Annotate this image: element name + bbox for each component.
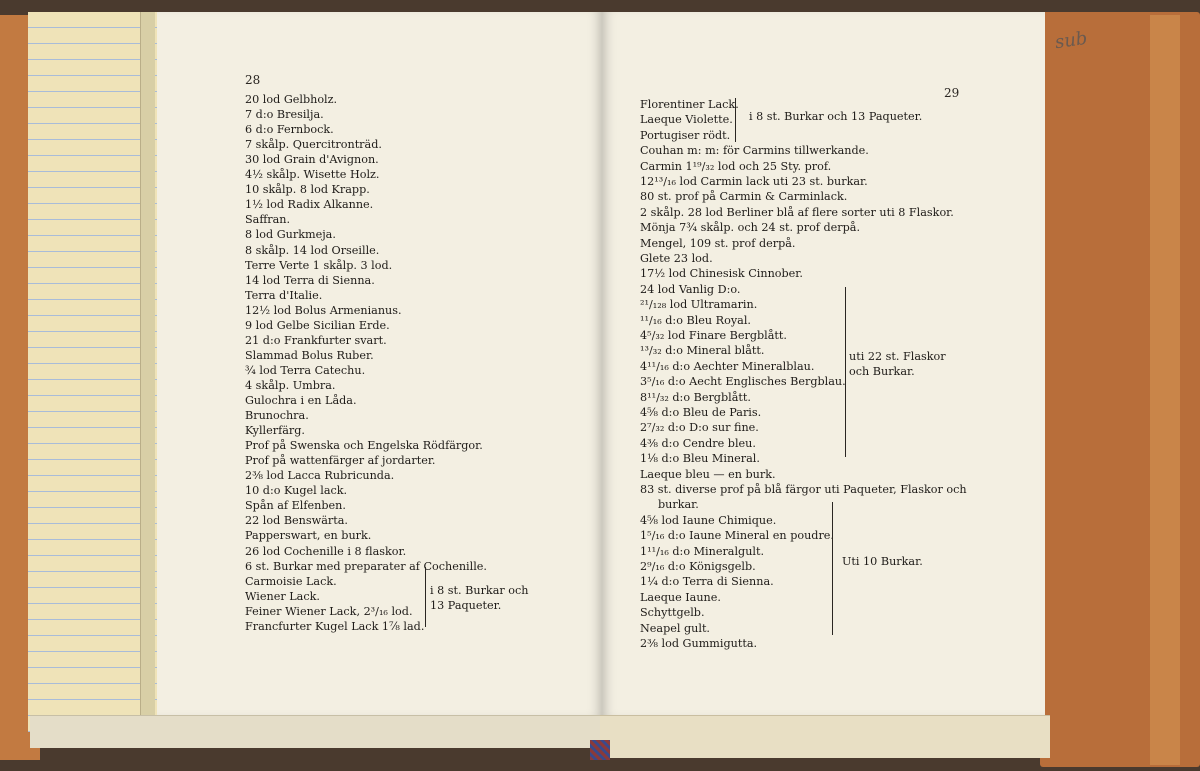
text-line: Mengel, 109 st. prof derpå.: [640, 236, 796, 250]
left-page: [157, 12, 602, 715]
text-line: 8¹¹/₃₂ d:o Bergblått.: [640, 390, 751, 404]
text-line: Neapel gult.: [640, 621, 710, 635]
text-line: 20 lod Gelbholz.: [245, 93, 338, 106]
text-line: 4⅜ d:o Cendre bleu.: [640, 436, 756, 450]
bracket-note: och Burkar.: [849, 365, 915, 378]
bracket-note: i 8 st. Burkar och: [430, 584, 529, 597]
text-line: 2⁹/₁₆ d:o Königsgelb.: [640, 560, 756, 573]
bracket: [735, 98, 736, 142]
text-line: 7 d:o Bresilja.: [245, 108, 324, 122]
text-line: 1¹¹/₁₆ d:o Mineralgult.: [640, 544, 765, 558]
text-line: 22 lod Benswärta.: [245, 514, 348, 528]
text-line: 6 st. Burkar med preparater af Cochenille.: [245, 559, 487, 573]
text-line: 4⅝ lod Iaune Chimique.: [640, 513, 777, 527]
bracket: [425, 567, 426, 627]
text-line: Mönja 7¾ skålp. och 24 st. prof derpå.: [640, 221, 861, 235]
text-line: Couhan m: m: för Carmins tillwerkande.: [640, 144, 869, 158]
text-line: Gulochra i en Låda.: [245, 394, 357, 407]
text-line: Kyllerfärg.: [245, 424, 305, 438]
text-line: Carmoisie Lack.: [245, 574, 337, 588]
text-line: 17½ lod Chinesisk Cinnober.: [640, 267, 803, 281]
text-line: 6 d:o Fernbock.: [245, 123, 334, 137]
text-line: 7 skålp. Quercitronträd.: [245, 138, 382, 152]
text-line: 26 lod Cochenille i 8 flaskor.: [245, 544, 407, 558]
text-line: Laeque Iaune.: [640, 590, 721, 604]
text-line: 83 st. diverse prof på blå färgor uti Paqueter, Flaskor och: [640, 483, 967, 496]
bracket-note: i 8 st. Burkar och 13 Paqueter.: [749, 110, 923, 123]
text-line: 1¼ d:o Terra di Sienna.: [640, 575, 774, 589]
text-line: Prof på Swenska och Engelska Rödfärgor.: [245, 439, 483, 453]
text-line: Francfurter Kugel Lack 1⅞ lad.: [245, 619, 425, 633]
text-line: 2⁷/₃₂ d:o D:o sur fine.: [640, 421, 759, 435]
text-line: ¾ lod Terra Catechu.: [245, 363, 366, 377]
text-line: 1½ lod Radix Alkanne.: [245, 198, 374, 212]
bracket-note: uti 22 st. Flaskor: [849, 350, 946, 363]
text-line: ¹¹/₁₆ d:o Bleu Royal.: [640, 313, 751, 327]
text-line: Carmin 1¹⁹/₃₂ lod och 25 Sty. prof.: [640, 159, 832, 173]
text-line: Wiener Lack.: [245, 589, 320, 603]
text-line: Prof på wattenfärger af jordarter.: [245, 454, 436, 468]
text-line: 8 lod Gurkmeja.: [245, 228, 336, 242]
ledger-page-edge: [140, 12, 155, 732]
text-line: 12¹³/₁₆ lod Carmin lack uti 23 st. burkar.: [640, 175, 868, 188]
text-line: burkar.: [658, 498, 699, 512]
page-number: 28: [245, 73, 261, 87]
text-line: Slammad Bolus Ruber.: [245, 348, 374, 362]
text-line: Florentiner Lack.: [640, 98, 739, 111]
text-line: Brunochra.: [245, 409, 309, 423]
text-line: 14 lod Terra di Sienna.: [245, 273, 375, 287]
page-number: 29: [944, 86, 960, 100]
text-line: 4⁵/₃₂ lod Finare Bergblått.: [640, 329, 787, 342]
bracket: [832, 502, 833, 635]
text-line: Terra d'Italie.: [245, 288, 323, 302]
text-line: Portugiser rödt.: [640, 128, 731, 142]
text-line: 3⁵/₁₆ d:o Aecht Englisches Bergblau.: [640, 375, 846, 389]
text-line: 1⅛ d:o Bleu Mineral.: [640, 452, 760, 466]
text-line: 2⅜ lod Gummigutta.: [640, 637, 758, 650]
pencil-annotation: sub: [1053, 27, 1089, 54]
text-line: Papperswart, en burk.: [245, 529, 372, 543]
text-line: 9 lod Gelbe Sicilian Erde.: [245, 318, 390, 332]
text-line: 24 lod Vanlig D:o.: [640, 282, 741, 296]
text-line: 4 skålp. Umbra.: [245, 378, 336, 392]
book-cover-edge: [1150, 15, 1180, 765]
text-line: ²¹/₁₂₈ lod Ultramarin.: [640, 298, 758, 312]
text-line: Saffran.: [245, 213, 291, 227]
text-line: Schyttgelb.: [640, 606, 705, 620]
text-line: Laeque Violette.: [640, 113, 733, 127]
text-line: 21 d:o Frankfurter svart.: [245, 333, 387, 347]
text-line: 8 skålp. 14 lod Orseille.: [245, 243, 380, 257]
text-line: 1⁵/₁₆ d:o Iaune Mineral en poudre.: [640, 529, 834, 543]
text-line: 12½ lod Bolus Armenianus.: [245, 303, 402, 317]
bracket: [845, 287, 846, 457]
text-line: 10 skålp. 8 lod Krapp.: [245, 183, 370, 197]
bracket-note: 13 Paqueter.: [430, 599, 502, 612]
text-line: Feiner Wiener Lack, 2³/₁₆ lod.: [245, 604, 413, 618]
book-spine: [590, 740, 610, 760]
text-line: 4¹¹/₁₆ d:o Aechter Mineralblau.: [640, 359, 815, 373]
right-page: [602, 12, 1045, 715]
text-line: Laeque bleu — en burk.: [640, 467, 776, 481]
text-line: 4½ skålp. Wisette Holz.: [245, 168, 380, 182]
text-line: Terre Verte 1 skålp. 3 lod.: [245, 258, 393, 272]
text-line: 4⅝ d:o Bleu de Paris.: [640, 406, 762, 419]
text-line: 2 skålp. 28 lod Berliner blå af flere sorter uti 8 Flaskor.: [640, 205, 954, 219]
text-line: 30 lod Grain d'Avignon.: [245, 153, 379, 167]
text-line: Glete 23 lod.: [640, 252, 713, 265]
text-line: 10 d:o Kugel lack.: [245, 484, 348, 498]
text-line: Spån af Elfenben.: [245, 499, 346, 513]
text-line: ¹³/₃₂ d:o Mineral blått.: [640, 344, 765, 358]
text-line: 2⅜ lod Lacca Rubricunda.: [245, 469, 395, 483]
page-stack-right: [600, 715, 1050, 758]
page-stack-left: [30, 715, 605, 748]
text-line: 80 st. prof på Carmin & Carminlack.: [640, 190, 848, 204]
bracket-note: Uti 10 Burkar.: [842, 555, 923, 568]
